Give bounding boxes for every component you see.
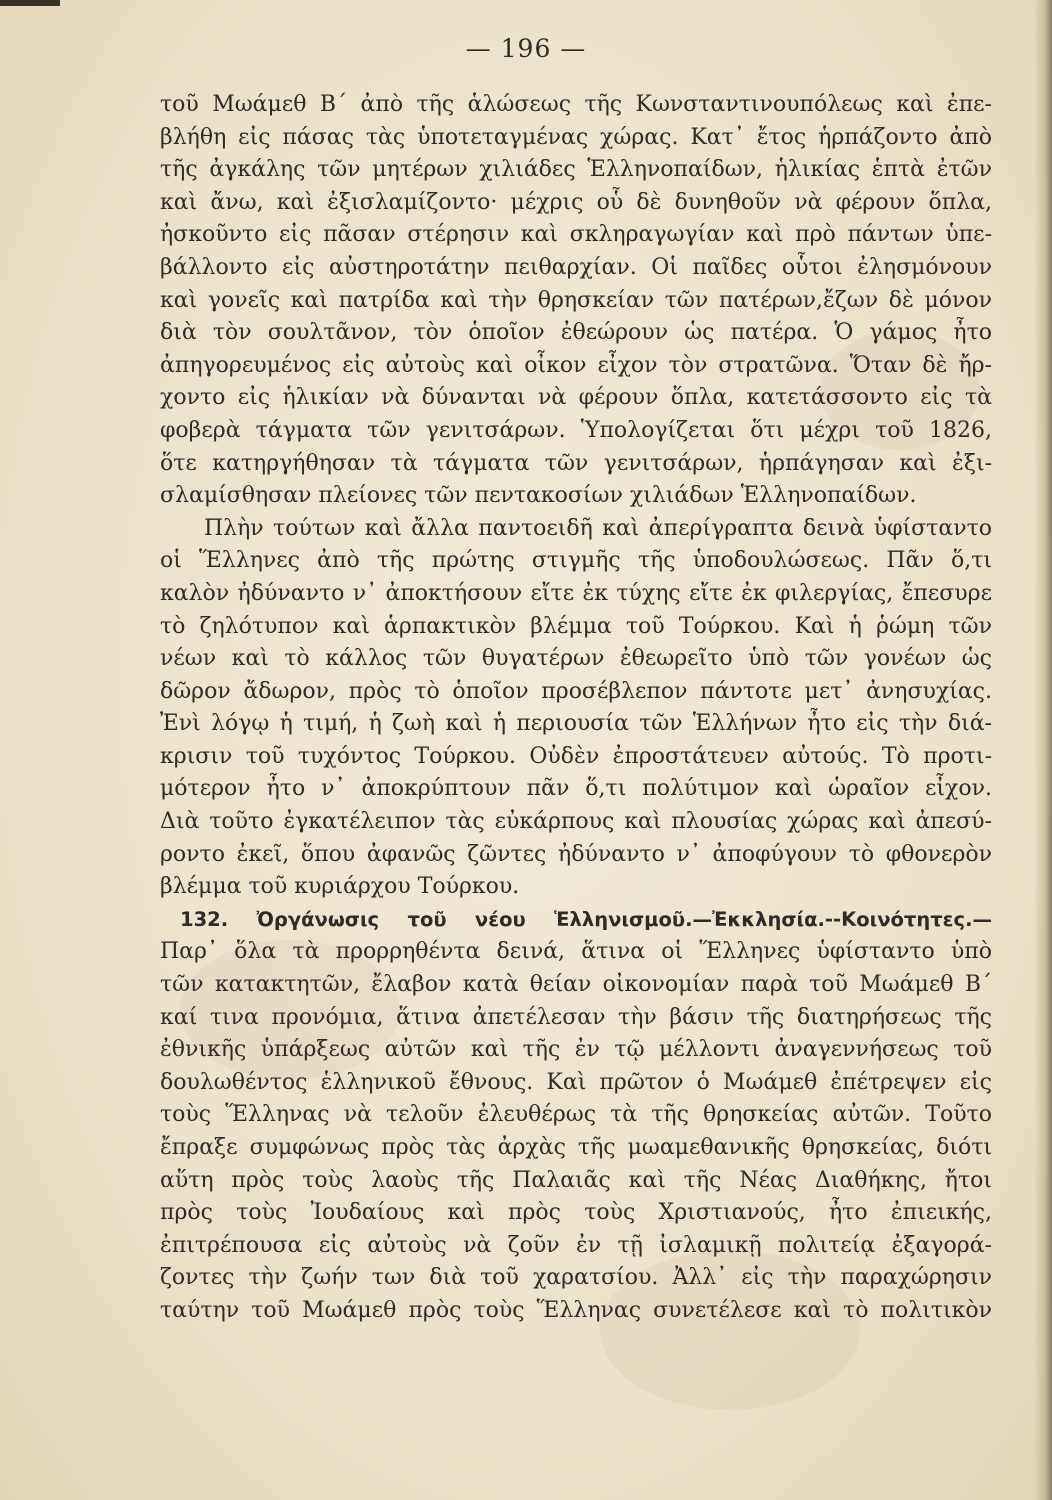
text-line: πρὸς τοὺς Ἰουδαίους καὶ πρὸς τοὺς Χριστιανούς, ἦτο ἐπιεικής, [160,1200,992,1226]
text-line: βλήθη εἰς πάσας τὰς ὑποτεταγμένας χώρας. Κατ᾽ ἔτος ἡρπάζοντο ἀπὸ [160,124,992,150]
text-line: μότερον ἦτο ν᾽ ἀποκρύπτουν πᾶν ὅ,τι πολύτιμον καὶ ὡραῖον εἶχον. [160,776,992,802]
text-line: φοβερὰ τάγματα τῶν γενιτσάρων. Ὑπολογίζεται ὅτι μέχρι τοῦ 1826, [160,417,992,443]
text-line: τοὺς Ἕλληνας νὰ τελοῦν ἐλευθέρως τὰ τῆς θρησκείας αὐτῶν. Τοῦτο [160,1102,992,1128]
page-number: — 196 — [465,34,587,63]
text-line: δῶρον ἄδωρον, πρὸς τὸ ὁποῖον προσέβλεπον πάντοτε μετ᾽ ἀνησυχίας. [160,678,992,704]
paragraph-p3 [160,936,992,1327]
text-line: τοῦ Μωάμεθ Β΄ ἀπὸ τῆς ἁλώσεως τῆς Κωνσταντινουπόλεως καὶ ἐπε- [160,92,992,117]
text-line: κρισιν τοῦ τυχόντος Τούρκου. Οὐδὲν ἐπροστάτευεν αὐτούς. Τὸ προτι- [160,743,992,769]
text-line: νέων καὶ τὸ κάλλος τῶν θυγατέρων ἐθεωρεῖτο ὑπὸ τῶν γονέων ὡς [160,646,992,672]
text-line: καί τινα προνόμια, ἅτινα ἀπετέλεσαν τὴν βάσιν τῆς διατηρήσεως τῆς [160,1004,992,1030]
paragraph-p1 [160,89,992,513]
text-line: ἐθνικῆς ὑπάρξεως αὐτῶν καὶ τῆς ἐν τῷ μέλλοντι ἀναγεννήσεως τοῦ [160,1037,992,1063]
text-line: οἱ Ἕλληνες ἀπὸ τῆς πρώτης στιγμῆς τῆς ὑποδουλώσεως. Πᾶν ὅ,τι [160,548,992,574]
section-heading: 132. Ὀργάνωσις τοῦ νέου Ἑλληνισμοῦ.—Ἐκκλησία.--Κοινότητες.— [180,907,992,931]
text-line: ταύτην τοῦ Μωάμεθ πρὸς τοὺς Ἕλληνας συνετέλεσε καὶ τὸ πολιτικὸν [160,1297,992,1323]
text-line: ἠσκοῦντο εἰς πᾶσαν στέρησιν καὶ σκληραγωγίαν καὶ πρὸ πάντων ὑπε- [160,222,992,248]
text-line: Παρ᾽ ὅλα τὰ προρρηθέντα δεινά, ἅτινα οἱ Ἕλληνες ὑφίσταντο ὑπὸ [160,939,992,965]
text-line: χοντο εἰς ἡλικίαν νὰ δύνανται νὰ φέρουν ὅπλα, κατετάσσοντο εἰς τὰ [160,385,992,411]
text-line: τῶν κατακτητῶν, ἔλαβον κατὰ θείαν οἰκονομίαν παρὰ τοῦ Μωάμεθ Β΄ [160,972,992,998]
text-line: βάλλοντο εἰς αὐστηροτάτην πειθαρχίαν. Οἱ παῖδες οὗτοι ἐλησμόνουν [160,254,992,280]
scan-edge-mark [0,0,60,6]
page-edge-shadow [1034,0,1052,1500]
text-line: ἔπραξε συμφώνως πρὸς τὰς ἀρχὰς τῆς μωαμεθανικῆς θρησκείας, διότι [160,1135,992,1160]
text-line: ἐπιτρέπουσα εἰς αὐτοὺς νὰ ζοῦν ἐν τῇ ἰσλαμικῇ πολιτείᾳ ἐξαγορά- [160,1232,992,1258]
text-line: αὕτη πρὸς τοὺς λαοὺς τῆς Παλαιᾶς καὶ τῆς Νέας Διαθήκης, ἤτοι [160,1167,992,1193]
text-line: Ἐνὶ λόγῳ ἡ τιμή, ἡ ζωὴ καὶ ἡ περιουσία τῶν Ἑλλήνων ἦτο εἰς τὴν διά- [160,711,992,737]
text-line: τὸ ζηλότυπον καὶ ἁρπακτικὸν βλέμμα τοῦ Τούρκου. Καὶ ἡ ῥώμη τῶν [160,613,992,639]
text-line: τῆς ἀγκάλης τῶν μητέρων χιλιάδες Ἑλληνοπαίδων, ἡλικίας ἑπτὰ ἐτῶν [160,157,992,183]
text-line: καὶ γονεῖς καὶ πατρίδα καὶ τὴν θρησκείαν τῶν πατέρων,ἔζων δὲ μόνον [160,287,992,313]
text-line: Πλὴν τούτων καὶ ἄλλα παντοειδῆ καὶ ἀπερίγραπτα δεινὰ ὑφίσταντο [204,515,992,541]
text-line: δουλωθέντος ἑλληνικοῦ ἔθνους. Καὶ πρῶτον ὁ Μωάμεθ ἐπέτρεψεν εἰς [160,1069,992,1095]
text-line: βλέμμα τοῦ κυριάρχου Τούρκου. [160,874,520,900]
text-line: ὅτε κατηργήθησαν τὰ τάγματα τῶν γενιτσάρων, ἡρπάγησαν καὶ ἐξι- [160,450,992,476]
text-line: Διὰ τοῦτο ἐγκατέλειπον τὰς εὐκάρπους καὶ πλουσίας χώρας καὶ ἀπεσύ- [160,809,992,835]
body-text [160,89,992,1328]
text-line: ροντο ἐκεῖ, ὅπου ἀφανῶς ζῶντες ἠδύναντο ν᾽ ἀποφύγουν τὸ φθονερὸν [160,841,992,867]
text-line: ἀπηγορευμένος εἰς αὐτοὺς καὶ οἶκον εἶχον τὸν στρατῶνα. Ὅταν δὲ ἤρ- [160,352,992,378]
paragraph-p2 [160,513,992,904]
text-line: καλὸν ἠδύναντο ν᾽ ἀποκτήσουν εἴτε ἐκ τύχης εἴτε ἐκ φιλεργίας, ἔπεσυρε [160,580,992,606]
text-line: ζοντες τὴν ζωήν των διὰ τοῦ χαρατσίου. Ἀλλ᾽ εἰς τὴν παραχώρησιν [160,1265,992,1291]
text-line: διὰ τὸν σουλτᾶνον, τὸν ὁποῖον ἐθεώρουν ὡς πατέρα. Ὁ γάμος ἦτο [160,320,992,346]
text-line: σλαμίσθησαν πλείονες τῶν πεντακοσίων χιλιάδων Ἑλληνοπαίδων. [160,483,917,509]
text-line: καὶ ἄνω, καὶ ἐξισλαμίζοντο· μέχρις οὗ δὲ δυνηθοῦν νὰ φέρουν ὅπλα, [160,189,992,215]
